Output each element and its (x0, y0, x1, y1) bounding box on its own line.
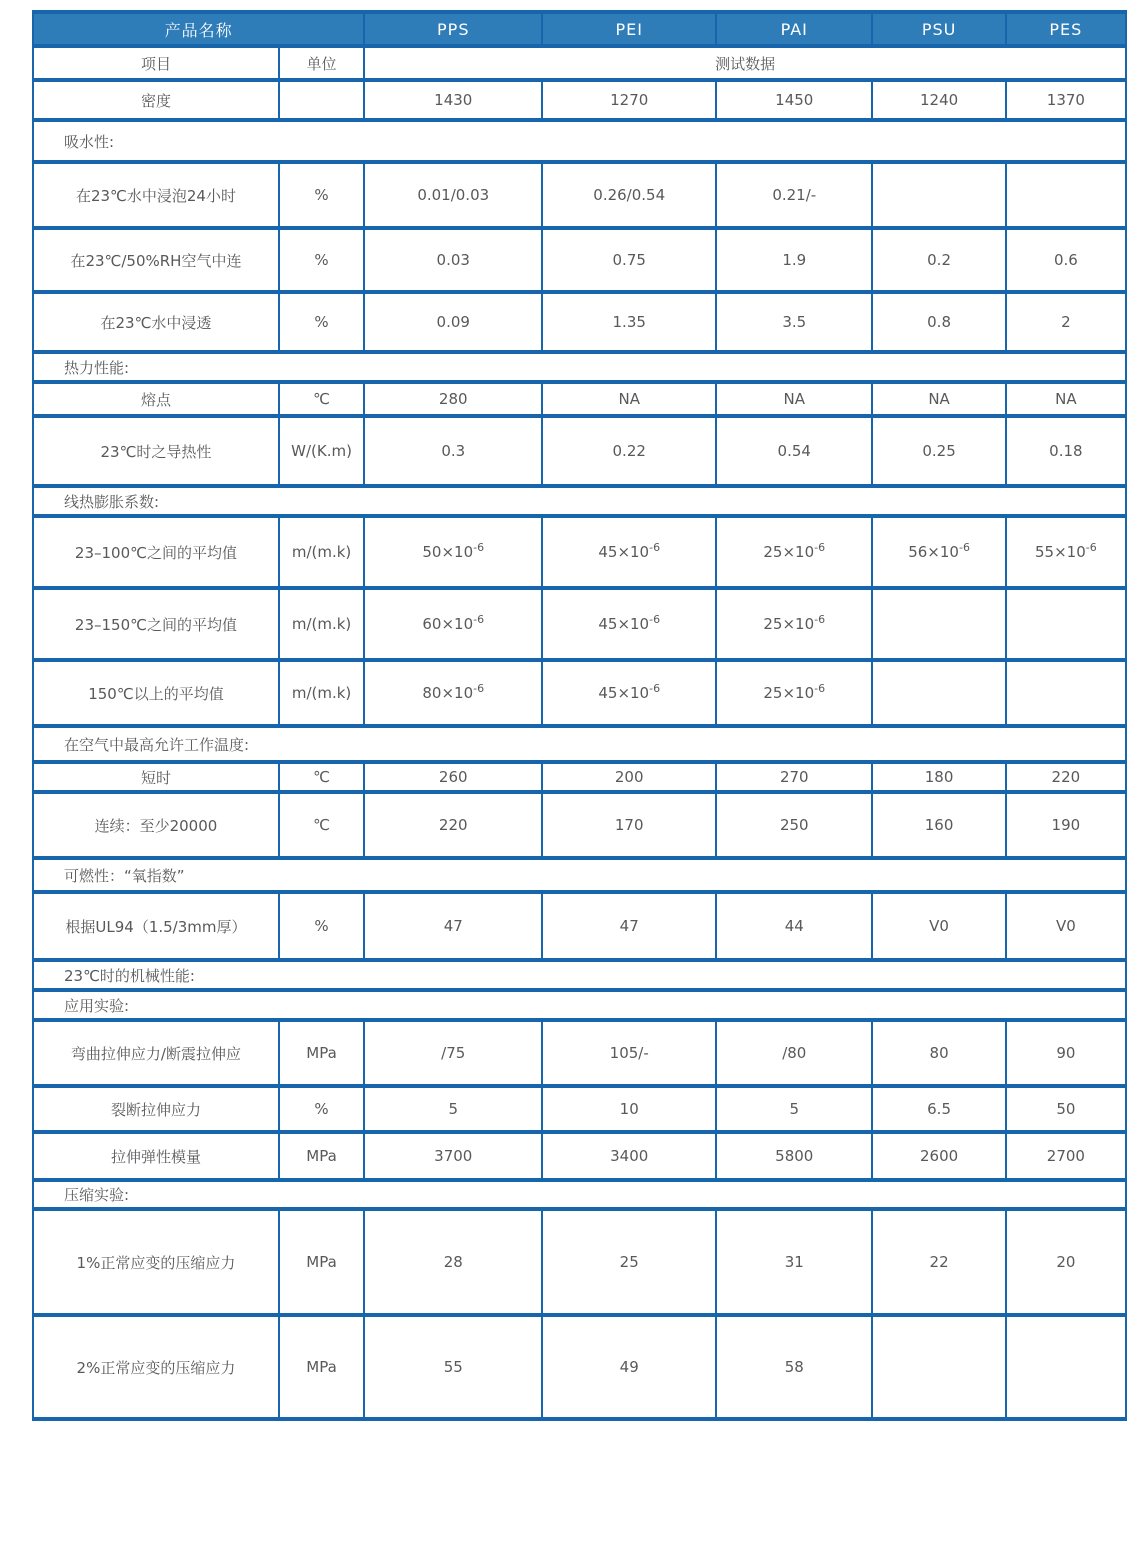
row-value: 0.75 (542, 228, 716, 292)
row-value: 2700 (1006, 1132, 1126, 1180)
row-value: 2600 (872, 1132, 1005, 1180)
row-label: 熔点 (33, 382, 279, 416)
table-row (33, 892, 1126, 960)
row-value: 270 (716, 762, 872, 792)
table-row (33, 762, 1126, 792)
table-row (33, 162, 1126, 228)
row-value: $60\times 10^{-6}$ (364, 588, 542, 660)
row-value: 1.35 (542, 292, 716, 352)
row-label: 裂断拉伸应力 (33, 1086, 279, 1132)
row-value: 5800 (716, 1132, 872, 1180)
row-value: 0.01/0.03 (364, 162, 542, 228)
table-row (33, 1315, 1126, 1419)
row-value: 80 (872, 1020, 1005, 1086)
row-value: $45\times 10^{-6}$ (542, 516, 716, 588)
row-unit: ℃ (279, 792, 364, 858)
row-unit: MPa (279, 1020, 364, 1086)
row-value: 22 (872, 1209, 1005, 1315)
table-row (33, 1132, 1126, 1180)
row-label: 在23℃水中浸泡24小时 (33, 162, 279, 228)
row-value (1006, 1315, 1126, 1419)
row-value: 47 (542, 892, 716, 960)
column-header-pes: PES (1006, 12, 1126, 46)
row-value: $80\times 10^{-6}$ (364, 660, 542, 726)
table-row (33, 382, 1126, 416)
header-row (33, 12, 1126, 46)
row-value: 105/- (542, 1020, 716, 1086)
table-row (33, 792, 1126, 858)
row-value: 260 (364, 762, 542, 792)
row-value: $45\times 10^{-6}$ (542, 660, 716, 726)
row-value: 190 (1006, 792, 1126, 858)
row-unit: % (279, 292, 364, 352)
row-value: 44 (716, 892, 872, 960)
row-value: 1450 (716, 80, 872, 120)
row-label: 拉伸弹性模量 (33, 1132, 279, 1180)
row-unit: % (279, 228, 364, 292)
section-label: 热力性能: (33, 352, 1126, 382)
row-value: 49 (542, 1315, 716, 1419)
row-unit: MPa (279, 1209, 364, 1315)
row-label: 在23℃/50%RH空气中连 (33, 228, 279, 292)
row-value (872, 588, 1005, 660)
row-value (1006, 660, 1126, 726)
row-label: 23℃时之导热性 (33, 416, 279, 486)
row-value: 1270 (542, 80, 716, 120)
row-value: 6.5 (872, 1086, 1005, 1132)
row-value: 3700 (364, 1132, 542, 1180)
row-unit: ℃ (279, 762, 364, 792)
test-data-header: 测试数据 (364, 46, 1126, 80)
row-value: 0.2 (872, 228, 1005, 292)
table-row (33, 80, 1126, 120)
row-value: 1240 (872, 80, 1005, 120)
row-value: 90 (1006, 1020, 1126, 1086)
row-unit: W/(K.m) (279, 416, 364, 486)
section-label: 可燃性：“氧指数” (33, 858, 1126, 892)
row-value: 28 (364, 1209, 542, 1315)
section-row (33, 352, 1126, 382)
row-value (1006, 162, 1126, 228)
table-row (33, 660, 1126, 726)
row-value: 0.26/0.54 (542, 162, 716, 228)
row-value: 0.03 (364, 228, 542, 292)
row-value: V0 (1006, 892, 1126, 960)
table-row (33, 1020, 1126, 1086)
row-value (872, 660, 1005, 726)
unit-header: 单位 (279, 46, 364, 80)
row-value: 280 (364, 382, 542, 416)
section-label: 应用实验: (33, 990, 1126, 1020)
row-value: 1.9 (716, 228, 872, 292)
row-value: 55 (364, 1315, 542, 1419)
row-value: 220 (364, 792, 542, 858)
row-value: 3400 (542, 1132, 716, 1180)
section-row (33, 960, 1126, 990)
row-unit: % (279, 892, 364, 960)
row-value: 0.18 (1006, 416, 1126, 486)
column-header-pei: PEI (542, 12, 716, 46)
row-value: V0 (872, 892, 1005, 960)
row-value: 200 (542, 762, 716, 792)
row-value: 0.6 (1006, 228, 1126, 292)
table-row (33, 1086, 1126, 1132)
column-header-pps: PPS (364, 12, 542, 46)
table-row (33, 588, 1126, 660)
row-value: NA (872, 382, 1005, 416)
row-label: 23–150℃之间的平均值 (33, 588, 279, 660)
product-name-header: 产品名称 (33, 12, 364, 46)
row-value: $45\times 10^{-6}$ (542, 588, 716, 660)
row-label: 1%正常应变的压缩应力 (33, 1209, 279, 1315)
row-value: 0.21/- (716, 162, 872, 228)
section-row (33, 486, 1126, 516)
row-value: 50 (1006, 1086, 1126, 1132)
row-value: 160 (872, 792, 1005, 858)
table-row (33, 516, 1126, 588)
row-value: 170 (542, 792, 716, 858)
section-row (33, 990, 1126, 1020)
row-unit: MPa (279, 1132, 364, 1180)
row-value: 58 (716, 1315, 872, 1419)
subheader-row (33, 46, 1126, 80)
section-label: 23℃时的机械性能: (33, 960, 1126, 990)
table-row (33, 1209, 1126, 1315)
row-label: 在23℃水中浸透 (33, 292, 279, 352)
row-value: 0.25 (872, 416, 1005, 486)
table-row (33, 228, 1126, 292)
row-value: $25\times 10^{-6}$ (716, 516, 872, 588)
row-value (872, 1315, 1005, 1419)
row-value: $56\times 10^{-6}$ (872, 516, 1005, 588)
row-unit: ℃ (279, 382, 364, 416)
row-value: $55\times 10^{-6}$ (1006, 516, 1126, 588)
row-unit: % (279, 1086, 364, 1132)
row-value: 0.8 (872, 292, 1005, 352)
item-header: 项目 (33, 46, 279, 80)
row-value: 31 (716, 1209, 872, 1315)
column-header-psu: PSU (872, 12, 1005, 46)
row-label: 2%正常应变的压缩应力 (33, 1315, 279, 1419)
row-value: /80 (716, 1020, 872, 1086)
section-label: 在空气中最高允许工作温度: (33, 726, 1126, 762)
row-value: 250 (716, 792, 872, 858)
row-value: 1370 (1006, 80, 1126, 120)
row-value: 25 (542, 1209, 716, 1315)
row-value: 1430 (364, 80, 542, 120)
row-unit (279, 80, 364, 120)
row-value: 0.09 (364, 292, 542, 352)
row-unit: % (279, 162, 364, 228)
row-value: $50\times 10^{-6}$ (364, 516, 542, 588)
row-value: 0.3 (364, 416, 542, 486)
section-row (33, 726, 1126, 762)
row-value: 3.5 (716, 292, 872, 352)
row-unit: MPa (279, 1315, 364, 1419)
row-label: 150℃以上的平均值 (33, 660, 279, 726)
row-label: 短时 (33, 762, 279, 792)
row-value (872, 162, 1005, 228)
column-header-pai: PAI (716, 12, 872, 46)
row-value: NA (542, 382, 716, 416)
table-body (33, 46, 1126, 1419)
row-value: 0.22 (542, 416, 716, 486)
material-properties-table (32, 10, 1127, 1421)
section-row (33, 120, 1126, 162)
section-row (33, 858, 1126, 892)
row-value: 5 (364, 1086, 542, 1132)
row-unit: m/(m.k) (279, 660, 364, 726)
section-label: 压缩实验: (33, 1180, 1126, 1209)
row-value: 2 (1006, 292, 1126, 352)
row-value: 5 (716, 1086, 872, 1132)
row-label: 密度 (33, 80, 279, 120)
row-value: /75 (364, 1020, 542, 1086)
row-value: $25\times 10^{-6}$ (716, 660, 872, 726)
row-value: 220 (1006, 762, 1126, 792)
row-value: 180 (872, 762, 1005, 792)
row-value: $25\times 10^{-6}$ (716, 588, 872, 660)
section-row (33, 1180, 1126, 1209)
row-value (1006, 588, 1126, 660)
row-value: 20 (1006, 1209, 1126, 1315)
row-unit: m/(m.k) (279, 516, 364, 588)
row-label: 根据UL94（1.5/3mm厚） (33, 892, 279, 960)
row-value: NA (716, 382, 872, 416)
row-value: 0.54 (716, 416, 872, 486)
row-label: 弯曲拉伸应力/断震拉伸应 (33, 1020, 279, 1086)
row-label: 23–100℃之间的平均值 (33, 516, 279, 588)
section-label: 吸水性: (33, 120, 1126, 162)
row-unit: m/(m.k) (279, 588, 364, 660)
row-label: 连续：至少20000 (33, 792, 279, 858)
row-value: 10 (542, 1086, 716, 1132)
row-value: 47 (364, 892, 542, 960)
row-value: NA (1006, 382, 1126, 416)
section-label: 线热膨胀系数: (33, 486, 1126, 516)
table-row (33, 416, 1126, 486)
table-row (33, 292, 1126, 352)
